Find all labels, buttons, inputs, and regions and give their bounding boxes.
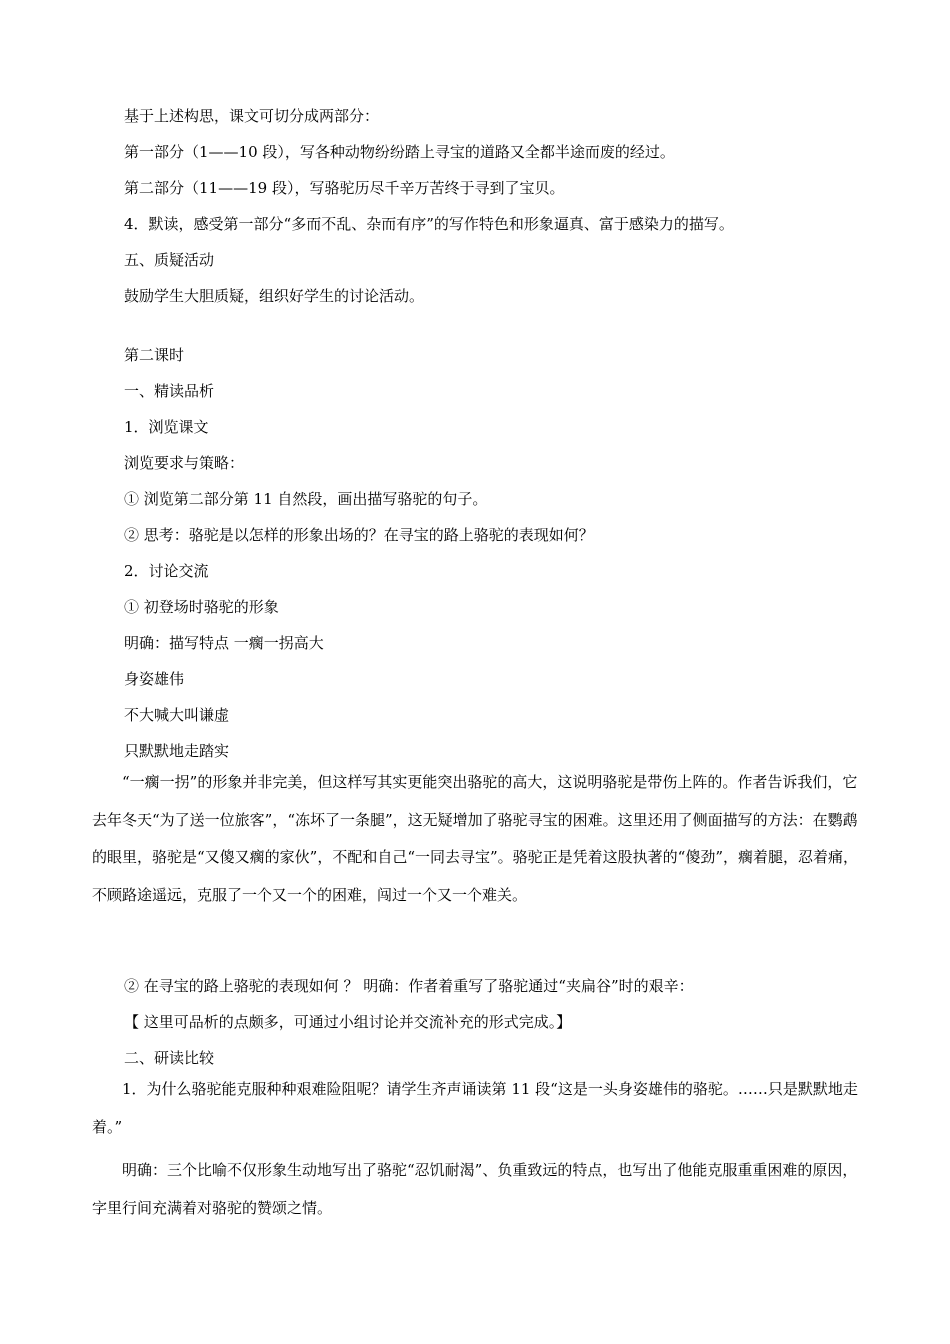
text-line-camel-image: ① 初登场时骆驼的形象	[124, 598, 279, 616]
paragraph-question-text: 1．为什么骆驼能克服种种艰难险阻呢？请学生齐声诵读第 11 段“这是一头身姿雄伟的骆驼。……只是默默地走着。”	[92, 1080, 858, 1136]
text-line-structure-intro: 基于上述构思，课文可切分成两部分：	[124, 107, 380, 125]
text-line-silent-reading: 4．默读，感受第一部分“多而不乱、杂而有序”的写作特色和形象逼真、富于感染力的描写。	[124, 215, 734, 233]
paragraph-analysis	[92, 764, 860, 914]
text-line-part-one: 第一部分（1——10 段），写各种动物纷纷踏上寻宝的道路又全都半途而废的经过。	[124, 143, 675, 161]
text-line-part-two: 第二部分（11——19 段），写骆驼历尽千辛万苦终于寻到了宝贝。	[124, 179, 565, 197]
text-line-posture: 身姿雄伟	[124, 670, 185, 688]
text-line-encourage: 鼓励学生大胆质疑，组织好学生的讨论活动。	[124, 287, 425, 305]
paragraph-question	[92, 1071, 860, 1146]
text-line-clarify-features: 明确：描写特点 一瘸一拐高大	[124, 634, 324, 652]
text-line-note: 【 这里可品析的点颇多，可通过小组讨论并交流补充的形式完成。】	[124, 1013, 572, 1031]
text-line-discussion: 2．讨论交流	[124, 562, 209, 580]
section-heading-close-reading: 一、精读品析	[124, 382, 215, 400]
text-line-item-1: ① 浏览第二部分第 11 自然段，画出描写骆驼的句子。	[124, 490, 488, 508]
paragraph-clarify-text: 明确：三个比喻不仅形象生动地写出了骆驼“忍饥耐渴”、负重致远的特点，也写出了他能克服重重困难的原因，字里行间充满着对骆驼的赞颂之情。	[92, 1161, 858, 1217]
paragraph-analysis-text: “一瘸一拐”的形象并非完美，但这样写其实更能突出骆驼的高大，这说明骆驼是带伤上阵的。作者告诉我们，它去年冬天“为了送一位旅客”，“冻坏了一条腿”，这无疑增加了骆驼寻宝的困难。这里还用了侧面描写的方法：在鹦鹉的眼里，骆驼是“又傻又瘸的家伙”，不配和自己“一同去寻宝”。骆驼正是凭着这股执著的“傻劲”，瘸着腿，忍着痛，不顾路途遥远，克服了一个又一个的困难，闯过一个又一个难关。	[92, 773, 859, 904]
paragraph-clarify	[92, 1152, 860, 1227]
section-heading-comparative: 二、研读比较	[124, 1049, 215, 1067]
lesson-heading-second: 第二课时	[124, 346, 185, 364]
text-line-journey: ② 在寻宝的路上骆驼的表现如何 ？ 明确：作者着重写了骆驼通过“夹扁谷”时的艰辛：	[124, 977, 694, 995]
section-heading-questioning: 五、质疑活动	[124, 251, 215, 269]
text-line-browse-requirements: 浏览要求与策略：	[124, 454, 245, 472]
text-line-steady: 只默默地走踏实	[124, 742, 230, 760]
text-line-browse: 1．浏览课文	[124, 418, 209, 436]
text-line-item-2: ② 思考：骆驼是以怎样的形象出场的？在寻宝的路上骆驼的表现如何？	[124, 526, 594, 544]
text-line-modest: 不大喊大叫谦虚	[124, 706, 230, 724]
